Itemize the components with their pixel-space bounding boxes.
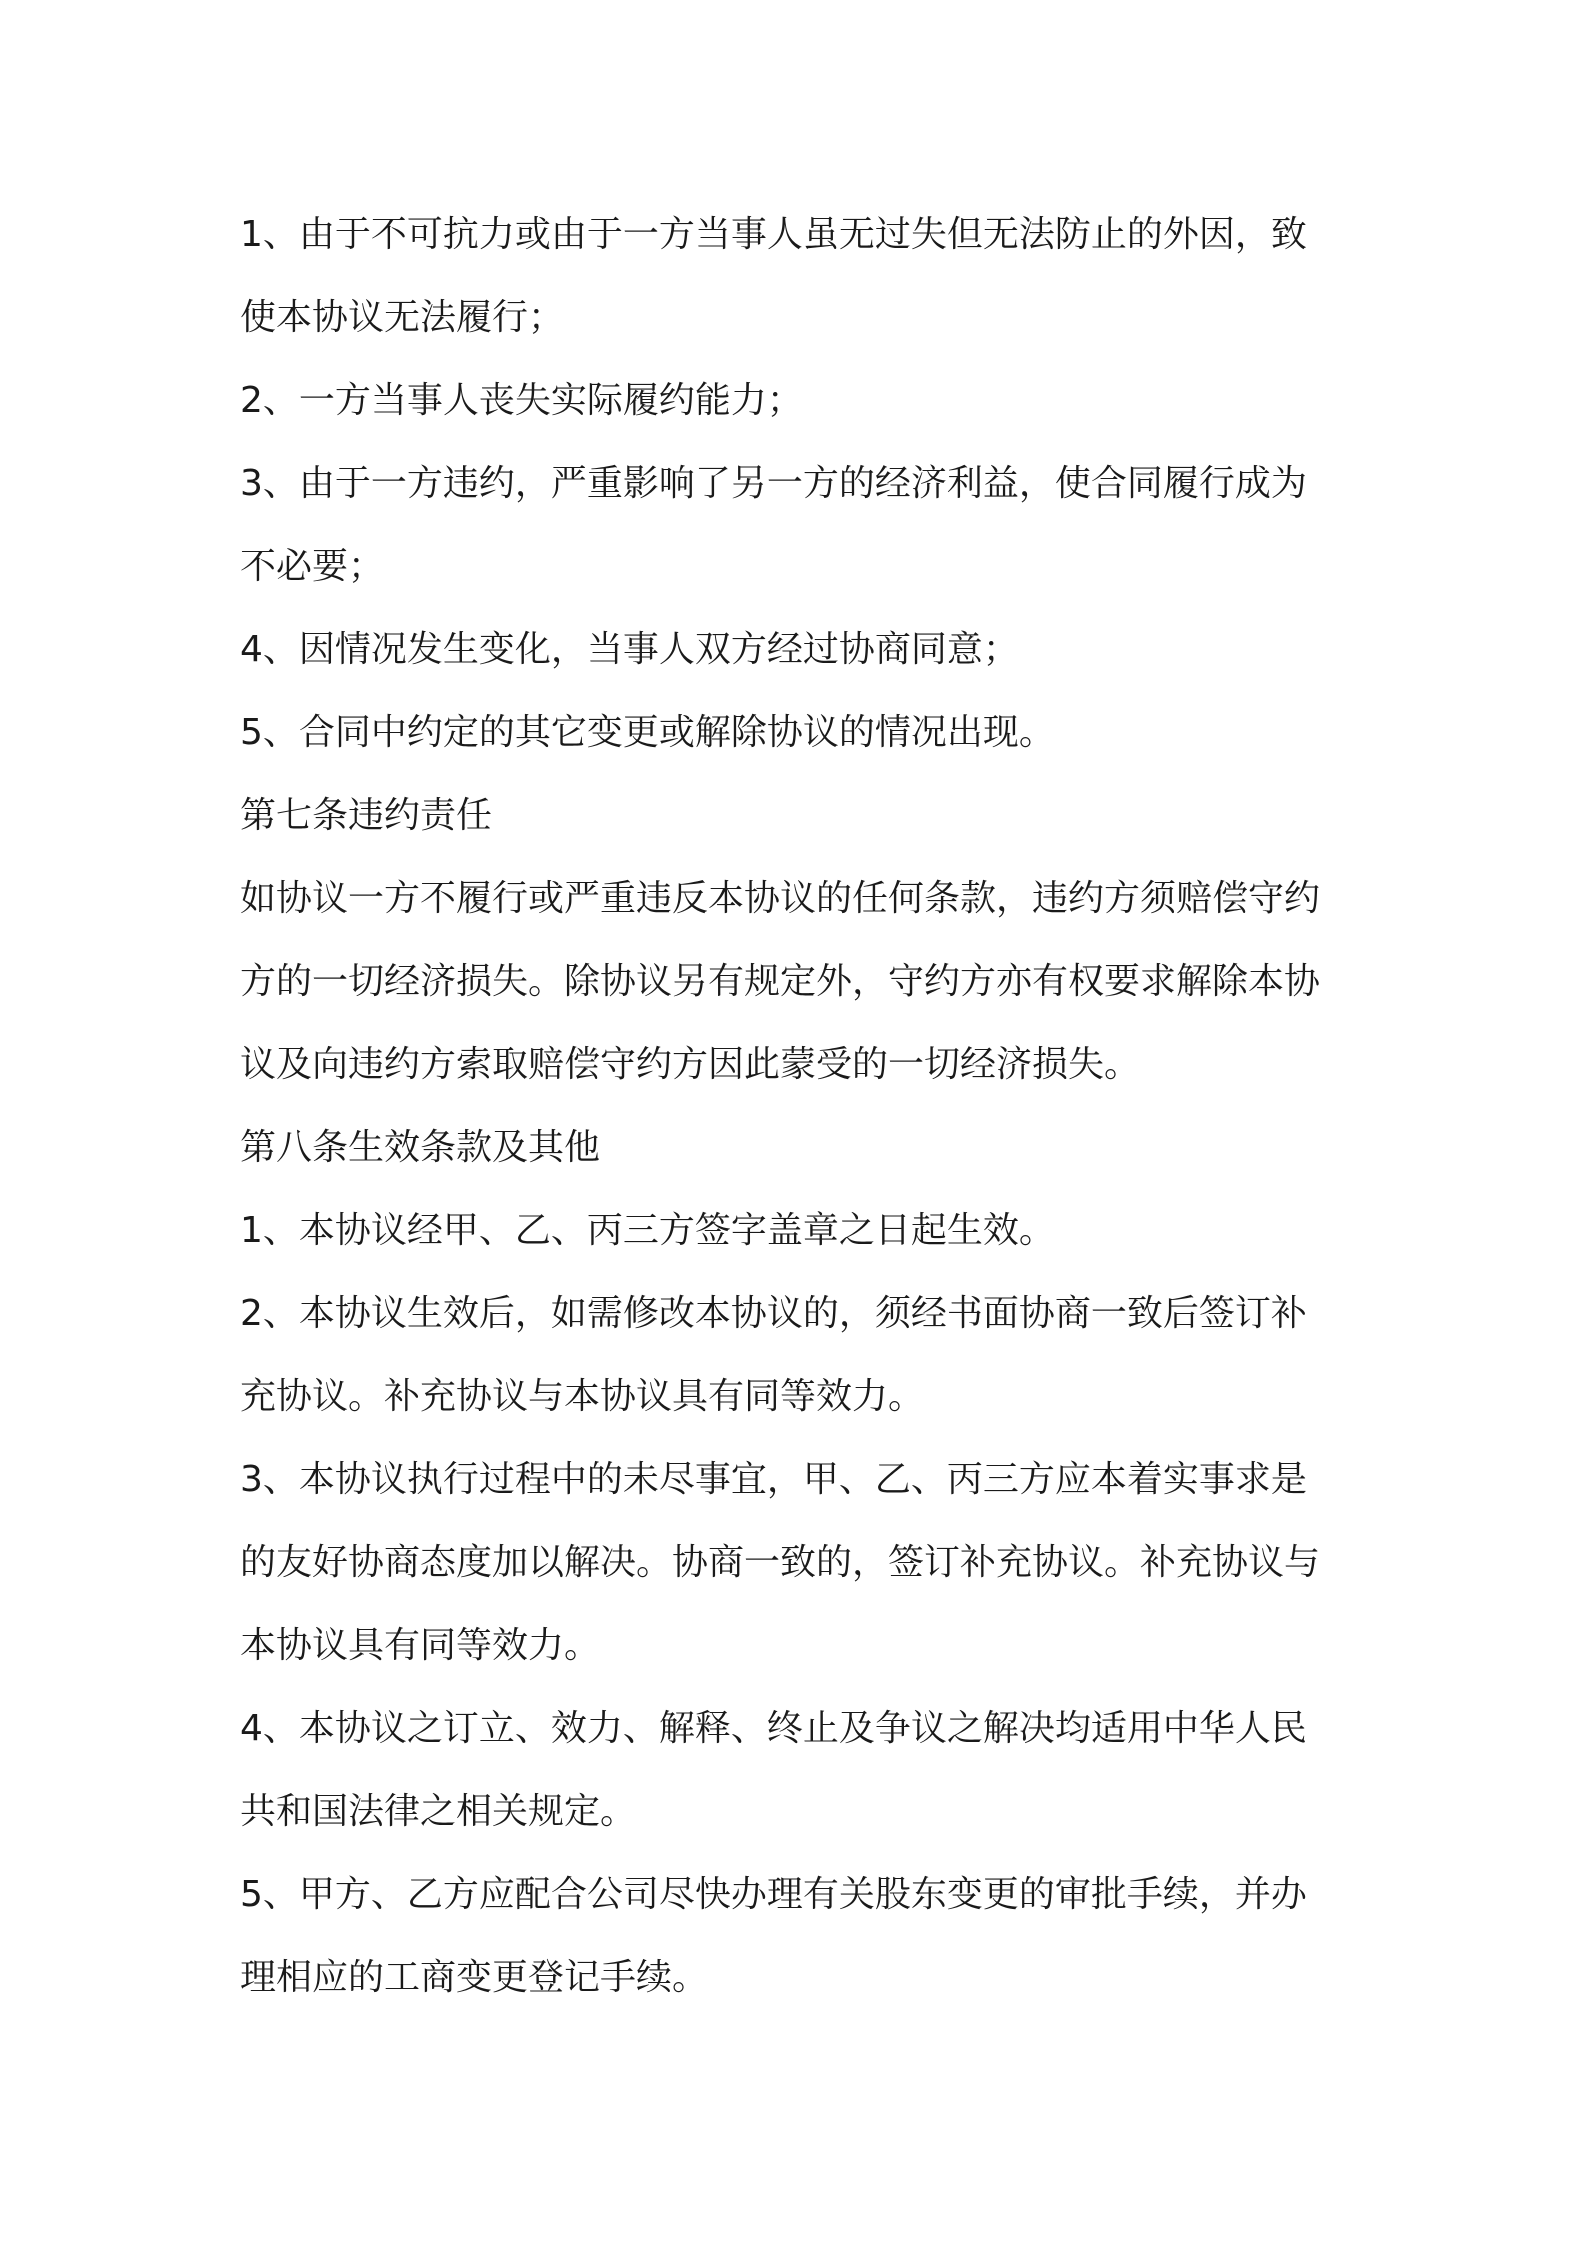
paragraph-line-1: 如协议一方不履行或严重违反本协议的任何条款，违约方须赔偿守约 bbox=[240, 878, 1321, 919]
clause-line-2: 使本协议无法履行； bbox=[240, 297, 565, 338]
clause-line-17: 理相应的工商变更登记手续。 bbox=[240, 1957, 709, 1998]
clause-line-13: 本协议具有同等效力。 bbox=[240, 1625, 601, 1666]
clause-line-9: 2、本协议生效后，如需修改本协议的，须经书面协商一致后签订补 bbox=[240, 1293, 1307, 1334]
clause-line-6: 4、因情况发生变化，当事人双方经过协商同意； bbox=[240, 629, 1019, 670]
clause-line-14: 4、本协议之订立、效力、解释、终止及争议之解决均适用中华人民 bbox=[240, 1708, 1307, 1749]
clause-line-15: 共和国法律之相关规定。 bbox=[240, 1791, 637, 1832]
clause-line-4: 3、由于一方违约，严重影响了另一方的经济利益，使合同履行成为 bbox=[240, 463, 1307, 504]
section-heading-article-7: 第七条违约责任 bbox=[240, 795, 493, 836]
clause-line-1: 1、由于不可抗力或由于一方当事人虽无过失但无法防止的外因，致 bbox=[240, 214, 1307, 255]
clause-line-7: 5、合同中约定的其它变更或解除协议的情况出现。 bbox=[240, 712, 1055, 753]
paragraph-line-2: 方的一切经济损失。除协议另有规定外，守约方亦有权要求解除本协 bbox=[240, 961, 1321, 1002]
clause-line-11: 3、本协议执行过程中的未尽事宜，甲、乙、丙三方应本着实事求是 bbox=[240, 1459, 1307, 1500]
section-heading-article-8: 第八条生效条款及其他 bbox=[240, 1127, 601, 1168]
paragraph-line-3: 议及向违约方索取赔偿守约方因此蒙受的一切经济损失。 bbox=[240, 1044, 1141, 1085]
clause-line-8: 1、本协议经甲、乙、丙三方签字盖章之日起生效。 bbox=[240, 1210, 1055, 1251]
clause-line-16: 5、甲方、乙方应配合公司尽快办理有关股东变更的审批手续，并办 bbox=[240, 1874, 1307, 1915]
clause-line-5: 不必要； bbox=[240, 546, 385, 587]
document-body bbox=[240, 193, 1360, 2019]
clause-line-10: 充协议。补充协议与本协议具有同等效力。 bbox=[240, 1376, 925, 1417]
clause-line-12: 的友好协商态度加以解决。协商一致的，签订补充协议。补充协议与 bbox=[240, 1542, 1321, 1583]
clause-line-3: 2、一方当事人丧失实际履约能力； bbox=[240, 380, 803, 421]
